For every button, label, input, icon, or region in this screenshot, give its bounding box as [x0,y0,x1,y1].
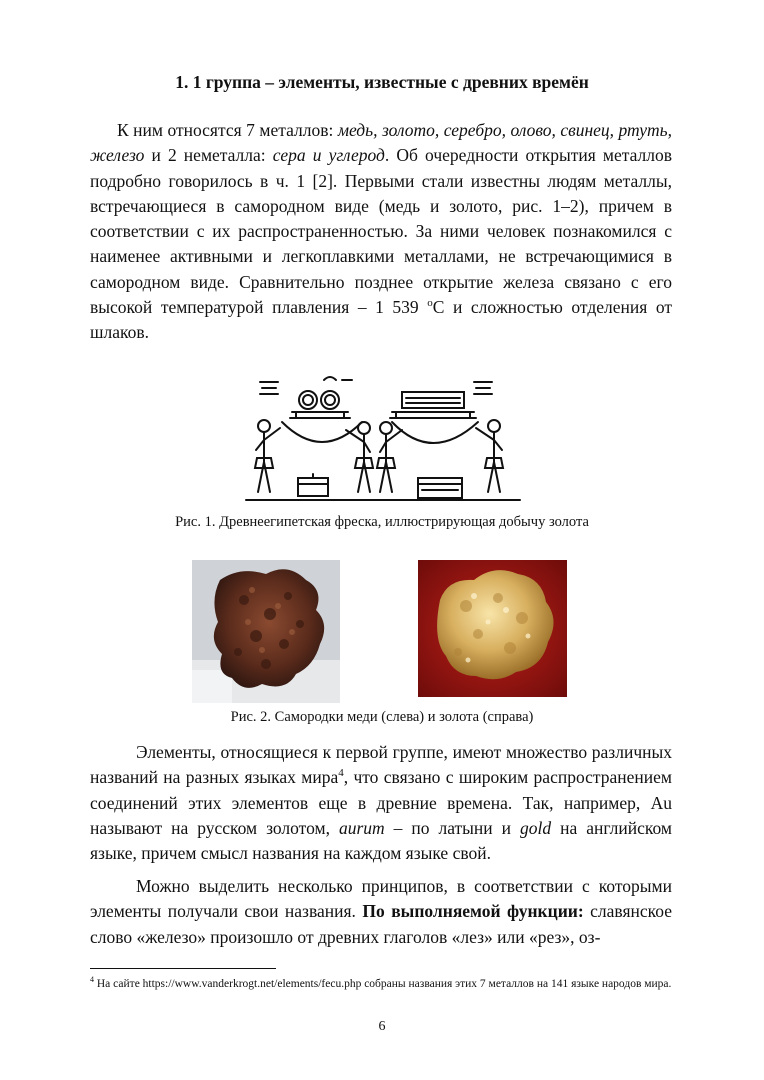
footnote-text: На сайте https://www.vanderkrogt.net/elements/fecu.php собраны названия этих 7 металлов на 141 языке народов мира. [94,978,672,990]
text-run: К ним относятся 7 металлов: [117,120,338,140]
page-number: 6 [378,1019,386,1034]
section-heading: 1. 1 группа – элементы, известные с древних времён [175,72,589,92]
footnote-number: 4 [90,975,94,985]
text-run: на английском языке, причем смысл названия на каждом языке свой. [90,817,673,864]
text-run: Элементы, относящиеся к первой группе, имеют множество различных названий на разных языках мира [90,742,672,788]
text-run: – по латыни и [384,817,521,838]
text-run: и 2 неметалла: [144,145,273,166]
figure1-caption: Рис. 1. Древнеегипетская фреска, иллюстрирующая добычу золота [175,514,589,530]
copper-nugget-photo [192,560,340,703]
paragraph-principles [90,874,672,950]
paragraph-names [90,740,672,866]
footnote-reference: 4 [338,767,344,780]
degree-superscript: o [427,297,433,310]
footnote [90,976,672,992]
italic-run: сера и углерод [272,145,385,166]
italic-run: aurum [338,817,385,838]
italic-run: медь, золото, серебро, олово, свинец, ртуть, железо [90,120,672,166]
footnote-divider [90,968,276,969]
text-run: славянское слово «железо» произошло от древних глаголов «лез» или «рез», оз- [90,901,672,947]
text-run: С и сложностью отделения от шлаков. [90,297,672,343]
text-run: , что связано с широким распространением соединений этих элементов еще в древние времена. Так, например, Au называют на русском золотом, [90,767,672,838]
egyptian-fresco-illustration [242,370,524,508]
gold-nugget-photo [418,560,567,697]
text-run: . Об очередности открытия металлов подробно говорилось в ч. 1 [2]. Первыми стали известны людям металлы, встречающиеся в самородном виде (медь и золото, рис. 1–2), причем в соответствии с их распространенностью. За ними человек познакомился с наименее активными и легкоплавкими металлами, не встречающимися в самородном виде. Сравнительно позднее открытие железа связано с его высокой температурой плавления – 1 539 [90,145,672,318]
italic-run: gold [520,817,552,838]
bold-run: По выполняемой функции: [362,901,584,922]
figure2-caption: Рис. 2. Самородки меди (слева) и золота (справа) [230,709,534,725]
gold-nugget-image [418,560,567,697]
text-run: Можно выделить несколько принципов, в соответствии с которыми элементы получали свои названия. [90,876,672,922]
paragraph-intro [90,118,672,346]
copper-nugget-image [192,560,340,703]
